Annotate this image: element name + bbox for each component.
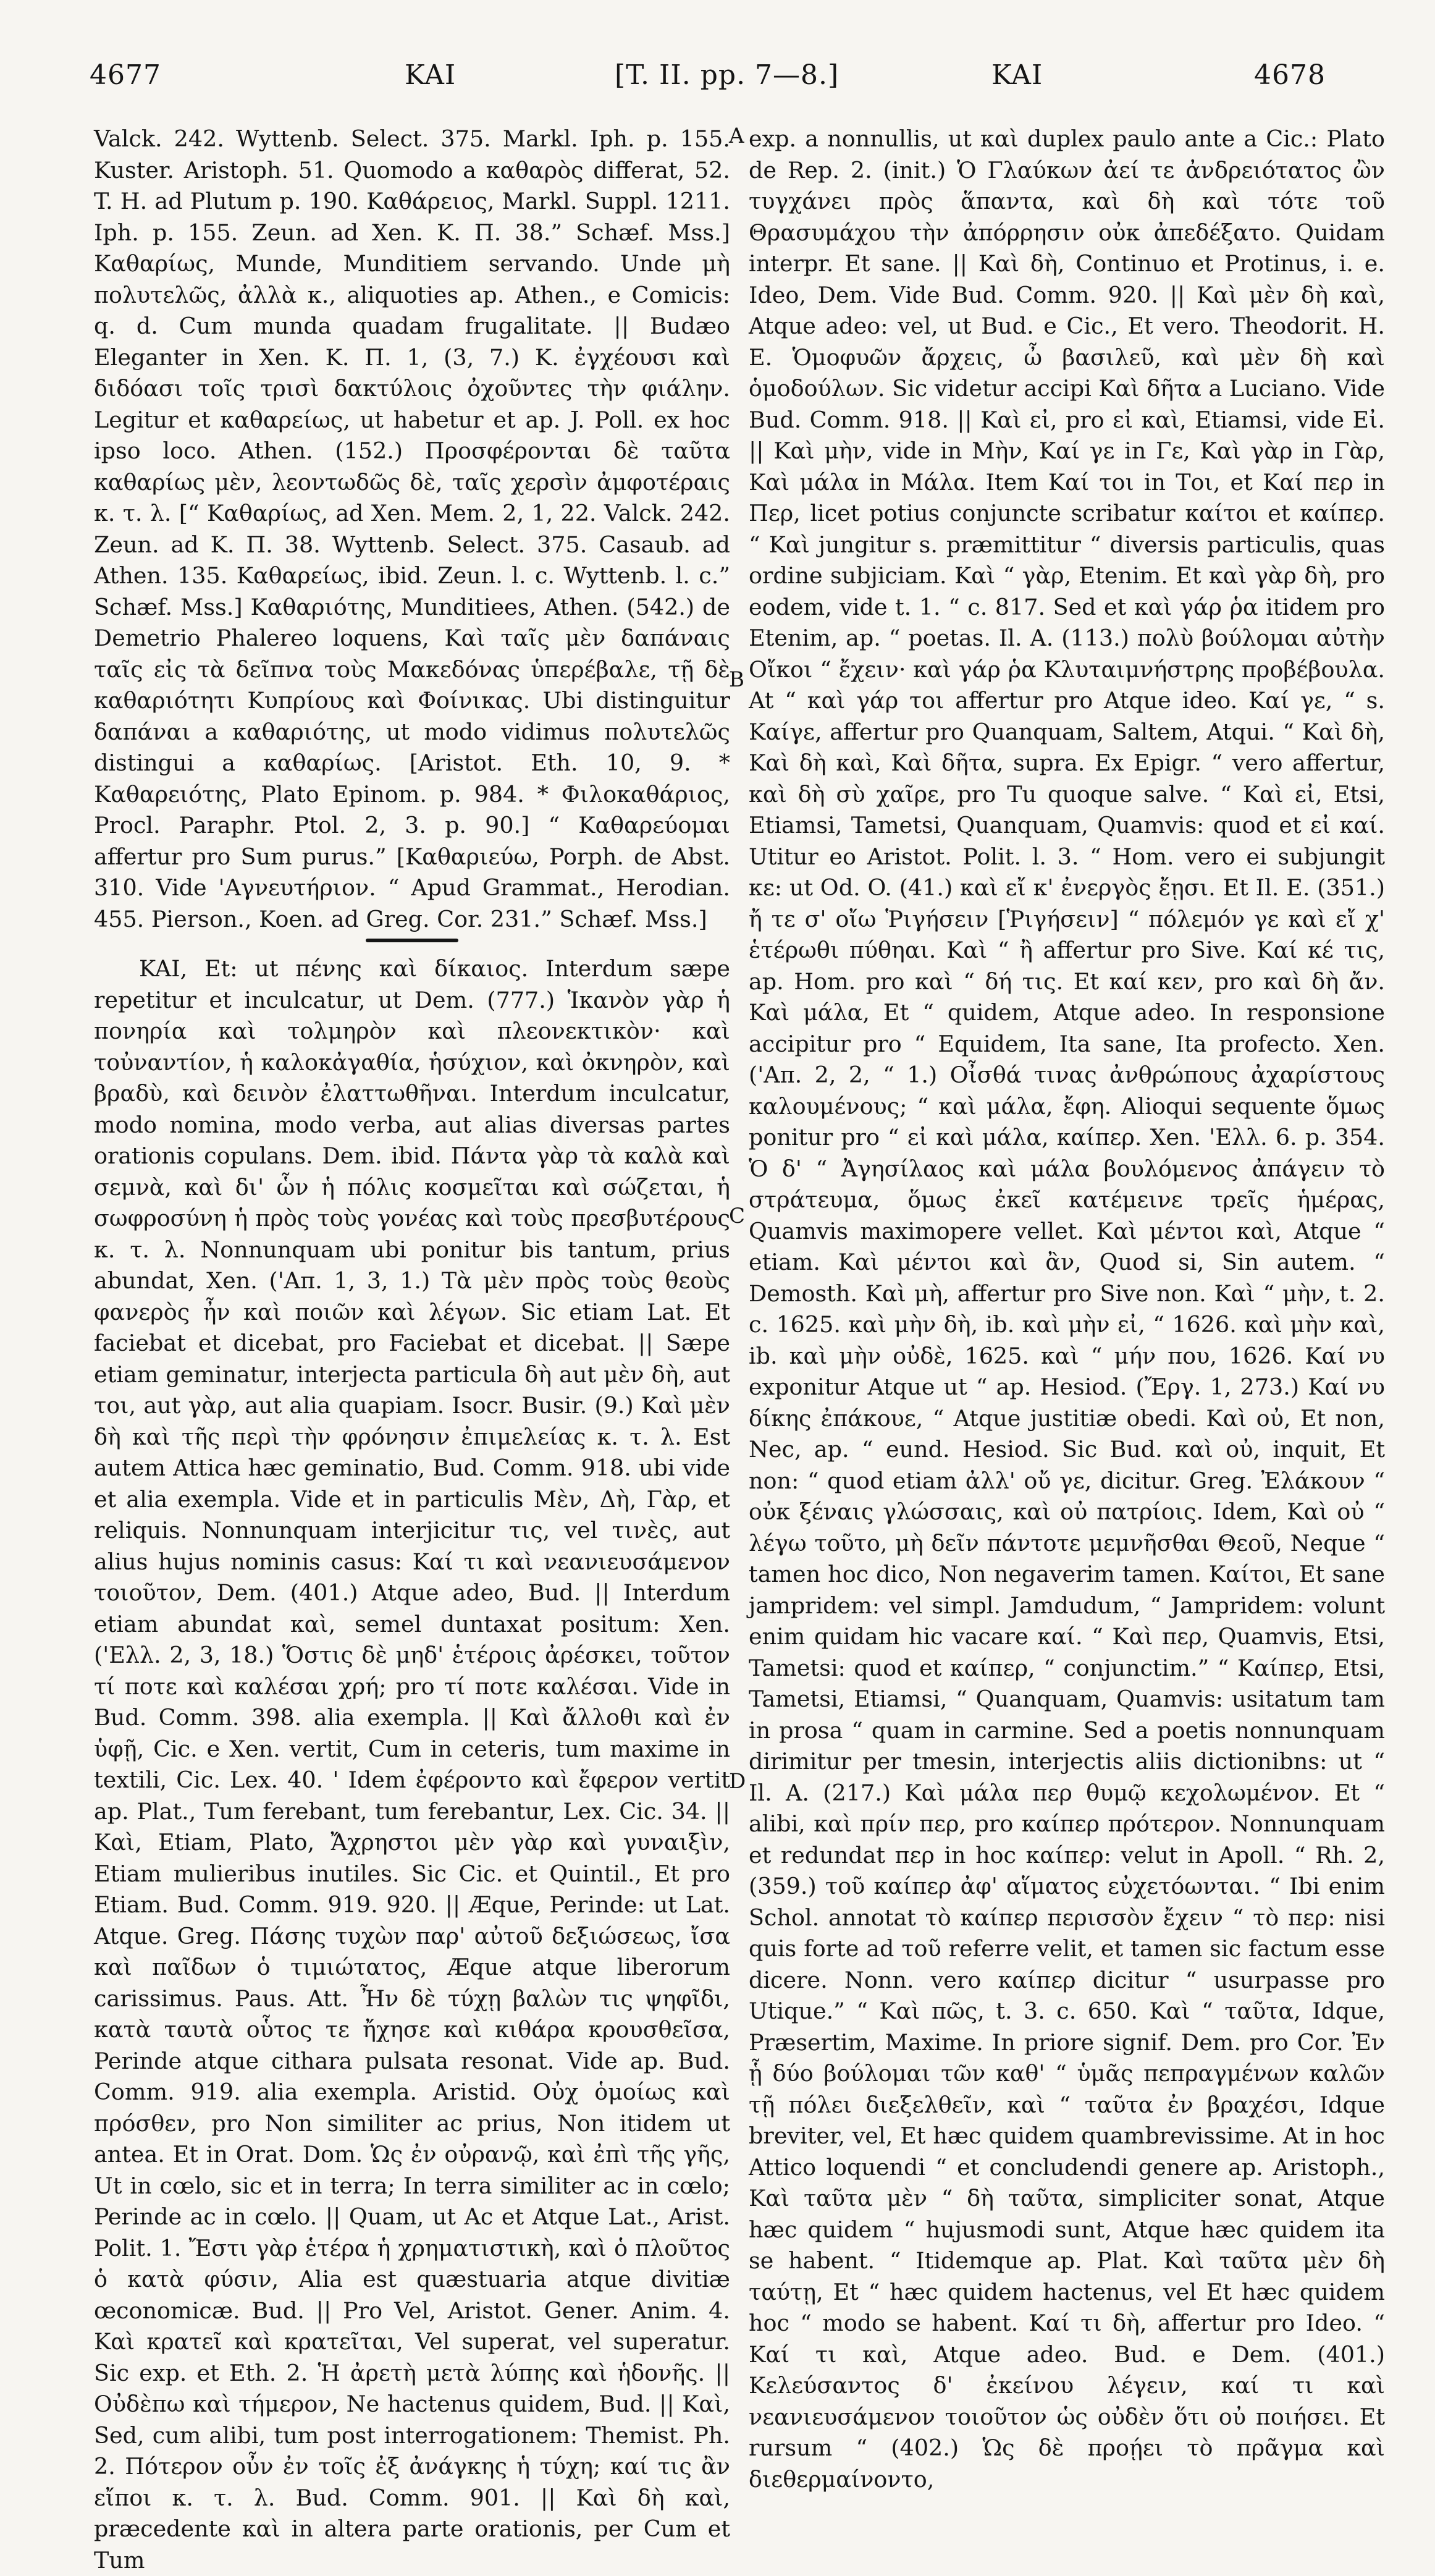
tome-reference: [T. II. pp. 7—8.] bbox=[615, 59, 840, 91]
page-number-left: 4677 bbox=[90, 59, 161, 91]
margin-letter-d: D bbox=[729, 1769, 746, 1794]
left-paragraph-2-kai-entry: KAI, Et: ut πένης καὶ δίκαιος. Interdum sæpe repetitur et inculcatur, ut Dem. (777.) Ἱκανὸν γὰρ ἡ πονηρία καὶ τολμηρὸν καὶ πλεονεκτικὸν· καὶ τοὐναντίον, ἡ καλοκἀγαθία, ἡσύχιον, καὶ ὀκνηρὸν, καὶ βραδὺ, καὶ δεινὸν ἐλαττωθῆναι. Interdum inculcatur, modo nomina, modo verba, aut alias diversas partes orationis copulans. Dem. ibid. Πάντα γὰρ τὰ καλὰ καὶ σεμνὰ, καὶ δι' ὧν ἡ πόλις κοσμεῖται καὶ σώζεται, ἡ σωφροσύνη ἡ πρὸς τοὺς γονέας καὶ τοὺς πρεσβυτέρους κ. τ. λ. Nonnunquam ubi ponitur bis tantum, prius abundat, Xen. ('Aπ. 1, 3, 1.) Τὰ μὲν πρὸς τοὺς θεοὺς φανερὸς ἦν καὶ ποιῶν καὶ λέγων. Sic etiam Lat. Et faciebat et dicebat, pro Faciebat et dicebat. || Sæpe etiam geminatur, interjecta particula δὴ aut μὲν δὴ, aut τοι, aut γὰρ, aut alia quapiam. Isocr. Busir. (9.) Καὶ μὲν δὴ καὶ τῆς περὶ τὴν φρόνησιν ἐπιμελείας κ. τ. λ. Est autem Attica hæc geminatio, Bud. Comm. 918. ubi vide et alia exempla. Vide et in particulis Μὲν, Δὴ, Γὰρ, et reliquis. Nonnunquam interjicitur τις, vel τινὲς, aut alius hujus nominis casus: Καί τι καὶ νεανιευσάμενον τοιοῦτον, Dem. (401.) Atque adeo, Bud. || Interdum etiam abundat καὶ, semel duntaxat positum: Xen. ('Eλλ. 2, 3, 18.) Ὅστις δὲ μηδ' ἑτέροις ἀρέσκει, τοῦτον τί ποτε καὶ καλέσαι χρή; pro τί ποτε καλέσαι. Vide in Bud. Comm. 398. alia exempla. || Καὶ ἄλλοθι καὶ ἐν ὑφῇ, Cic. e Xen. vertit, Cum in ceteris, tum maxime in textili, Cic. Lex. 40. ' Idem ἐφέροντο καὶ ἔφερον vertit ap. Plat., Tum ferebant, tum ferebantur, Lex. Cic. 34. || Καὶ, Etiam, Plato, Ἄχρηστοι μὲν γὰρ καὶ γυναιξὶν, Etiam mulieribus inutiles. Sic Cic. et Quintil., Et pro Etiam. Bud. Comm. 919. 920. || Æque, Perinde: ut Lat. Atque. Greg. Πάσης τυχὼν παρ' αὐτοῦ δεξιώσεως, ἴσα καὶ παῖδων ὁ τιμιώτατος, Æque atque liberorum carissimus. Paus. Att. Ἦν δὲ τύχῃ βαλὼν τις ψηφῖδι, κατὰ ταυτὰ οὗτος τε ἤχησε καὶ κιθάρα κρουσθεῖσα, Perinde atque cithara pulsata resonat. Vide ap. Bud. Comm. 919. alia exempla. Aristid. Οὐχ ὁμοίως καὶ πρόσθεν, pro Non similiter ac prius, Non itidem ut antea. Et in Orat. Dom. Ὡς ἐν οὐρανῷ, καὶ ἐπὶ τῆς γῆς, Ut in cœlo, sic et in terra; In terra similiter ac in cœlo; Perinde ac in cœlo. || Quam, ut Ac et Atque Lat., Arist. Polit. 1. Ἔστι γὰρ ἑτέρα ἡ χρηματιστικὴ, καὶ ὁ πλοῦτος ὁ κατὰ φύσιν, Alia est quæstuaria atque divitiæ œconomicæ. Bud. || Pro Vel, Aristot. Gener. Anim. 4. Καὶ κρατεῖ καὶ κρατεῖται, Vel superat, vel superatur. Sic exp. et Eth. 2. Ἡ ἀρετὴ μετὰ λύπης καὶ ἡδονῆς. || Οὐδὲπω καὶ τήμερον, Ne hactenus quidem, Bud. || Καὶ, Sed, cum alibi, tum post interrogationem: Themist. Ph. 2. Πότερον οὖν ἐν τοῖς ἐξ ἀνάγκης ἡ τύχη; καί τις ἂν εἴποι κ. τ. λ. Bud. Comm. 901. || Καὶ δὴ καὶ, præcedente καὶ in altera parte orationis, per Cum et Tum bbox=[94, 955, 730, 2574]
left-paragraph-1: Valck. 242. Wyttenb. Select. 375. Markl. Iph. p. 155. Kuster. Aristoph. 51. Quomodo a καθαρὸς differat, 52. T. H. ad Plutum p. 190. Καθάρειος, Markl. Suppl. 1211. Iph. p. 155. Zeun. ad Xen. K. Π. 38.” Schæf. Mss.] Καθαρίως, Munde, Munditiem servando. Unde μὴ πολυτελῶς, ἀλλὰ κ., aliquoties ap. Athen., e Comicis: q. d. Cum munda quadam frugalitate. || Budæo Eleganter in Xen. K. Π. 1, (3, 7.) K. ἐγχέουσι καὶ διδόασι τοῖς τρισὶ δακτύλοις ὀχοῦντες τὴν φιάλην. Legitur et καθαρείως, ut habetur et ap. J. Poll. ex hoc ipso loco. Athen. (152.) Προσφέρονται δὲ ταῦτα καθαρίως μὲν, λεοντωδῶς δὲ, ταῖς χερσὶν ἀμφοτέραις κ. τ. λ. [“ Καθαρίως, ad Xen. Mem. 2, 1, 22. Valck. 242. Zeun. ad K. Π. 38. Wyttenb. Select. 375. Casaub. ad Athen. 135. Καθαρείως, ibid. Zeun. l. c. Wyttenb. l. c.” Schæf. Mss.] Καθαριότης, Munditiees, Athen. (542.) de Demetrio Phalereo loquens, Καὶ ταῖς μὲν δαπάναις ταῖς εἰς τὰ δεῖπνα τοὺς Μακεδόνας ὑπερέβαλε, τῇ δὲ καθαριότητι Κυπρίους καὶ Φοίνικας. Ubi distinguitur δαπάναι a καθαριότης, ut modo vidimus πολυτελῶς distingui a καθαρίως. [Aristot. Eth. 10, 9. * Καθαρειότης, Plato Epinom. p. 984. * Φιλοκαθάριος, Procl. Paraphr. Ptol. 2, 3. p. 90.] “ Καθαρεύομαι affertur pro Sum purus.” [Καθαριεύω, Porph. de Abst. 310. Vide 'Αγνευτήριον. “ Apud Grammat., Herodian. 455. Pierson., Koen. ad Greg. Cor. 231.” Schæf. Mss.] bbox=[94, 125, 730, 932]
margin-letter-b: B bbox=[729, 667, 744, 692]
right-column bbox=[749, 124, 1385, 2493]
left-column bbox=[94, 124, 730, 2574]
margin-letter-c: C bbox=[729, 1204, 746, 1228]
running-head-right: KAI bbox=[991, 59, 1043, 91]
right-paragraph-1: exp. a nonnullis, ut καὶ duplex paulo ante a Cic.: Plato de Rep. 2. (init.) Ὁ Γλαύκων ἀεί τε ἀνδρειότατος ὢν τυγχάνει πρὸς ἅπαντα, καὶ δὴ καὶ τότε τοῦ Θρασυμάχου τὴν ἀπόρρησιν οὐκ ἀπεδέξατο. Quidam interpr. Et sane. || Καὶ δὴ, Continuo et Protinus, i. e. Ideo, Dem. Vide Bud. Comm. 920. || Καὶ μὲν δὴ καὶ, Atque adeo: vel, ut Bud. e Cic., Et vero. Theodorit. H. E. Ὁμοφυῶν ἄρχεις, ὦ βασιλεῦ, καὶ μὲν δὴ καὶ ὁμοδούλων. Sic videtur accipi Καὶ δῆτα a Luciano. Vide Bud. Comm. 918. || Καὶ εἰ, pro εἰ καὶ, Etiamsi, vide Εἰ. || Καὶ μὴν, vide in Μὴν, Καί γε in Γε, Καὶ γὰρ in Γὰρ, Καὶ μάλα in Μάλα. Item Καί τοι in Τοι, et Καί περ in Περ, licet potius conjuncte scribatur καίτοι et καίπερ. “ Καὶ jungitur s. præmittitur “ diversis particulis, quas ordine subjiciam. Καὶ “ γὰρ, Etenim. Et καὶ γὰρ δὴ, pro eodem, vide t. 1. “ c. 817. Sed et καὶ γάρ ῥα itidem pro Etenim, ap. “ poetas. Il. A. (113.) πολὺ βούλομαι αὐτὴν Οἴκοι “ ἔχειν· καὶ γάρ ῥα Κλυταιμνήστρης προβέβουλα. At “ καὶ γάρ τοι affertur pro Atque ideo. Καί γε, “ s. Καίγε, affertur pro Quanquam, Saltem, Atqui. “ Καὶ δὴ, Καὶ δὴ καὶ, Καὶ δῆτα, supra. Ex Epigr. “ vero affertur, καὶ δὴ σὺ χαῖρε, pro Tu quoque salve. “ Καὶ εἰ, Etsi, Etiamsi, Tametsi, Quanquam, Quamvis: quod et εἰ καί. Utitur eo Aristot. Polit. l. 3. “ Hom. vero ei subjungit κε: ut Od. O. (41.) καὶ εἴ κ' ἐνεργὸς ἔῃσι. Et Il. E. (351.) ἤ τε σ' οἴω Ῥιγήσειν [Ῥιγήσειν] “ πόλεμόν γε καὶ εἴ χ' ἑτέρωθι πύθηαι. Καὶ “ ἢ affertur pro Sive. Καί κέ τις, ap. Hom. pro καὶ “ δή τις. Et καί κεν, pro καὶ δὴ ἄν. Καὶ μάλα, Et “ quidem, Atque adeo. In responsione accipitur pro “ Equidem, Ita sane, Ita profecto. Xen. ('Aπ. 2, 2, “ 1.) Οἶσθά τινας ἀνθρώπους ἀχαρίστους καλουμένους; “ καὶ μάλα, ἔφη. Alioqui sequente ὅμως ponitur pro “ εἰ καὶ μάλα, καίπερ. Xen. 'Eλλ. 6. p. 354. Ὁ δ' “ Ἀγησίλαος καὶ μάλα βουλόμενος ἀπάγειν τὸ στράτευμα, ὅμως ἐκεῖ κατέμεινε τρεῖς ἡμέρας, Quamvis maximopere vellet. Καὶ μέντοι καὶ, Atque “ etiam. Καὶ μέντοι καὶ ἂν, Quod si, Sin autem. “ Demosth. Καὶ μὴ, affertur pro Sive non. Καὶ “ μὴν, t. 2. c. 1625. καὶ μὴν δὴ, ib. καὶ μὴν εἰ, “ 1626. καὶ μὴν καὶ, ib. καὶ μὴν οὐδὲ, 1625. καὶ “ μήν που, 1626. Καί νυ exponitur Atque ut “ ap. Hesiod. (Ἔργ. 1, 273.) Καί νυ δίκης ἐπάκουε, “ Atque justitiæ obedi. Καὶ οὐ, Et non, Nec, ap. “ eund. Hesiod. Sic Bud. καὶ οὐ, inquit, Et non: “ quod etiam ἀλλ' οὔ γε, dicitur. Greg. Ἐλάκουν “ οὐκ ξέναις γλώσσαις, καὶ οὐ πατρίοις. Idem, Καὶ οὐ “ λέγω τοῦτο, μὴ δεῖν πάντοτε μεμνῆσθαι Θεοῦ, Neque “ tamen hoc dico, Non negaverim tamen. Καίτοι, Et sane jampridem: vel simpl. Jamdudum, “ Jampridem: volunt enim quidam hic vacare καί. “ Καὶ περ, Quamvis, Etsi, Tametsi: quod et καίπερ, “ conjunctim.” “ Καίπερ, Etsi, Tametsi, Etiamsi, “ Quanquam, Quamvis: usitatum tam in prosa “ quam in carmine. Sed a poetis nonnunquam dirimitur per tmesin, interjectis aliis dictionibns: ut “ Il. A. (217.) Καὶ μάλα περ θυμῷ κεχολωμένον. Et “ alibi, καὶ πρίν περ, pro καίπερ πρότερον. Nonnunquam et redundat περ in hoc καίπερ: velut in Apoll. “ Rh. 2, (359.) τοῦ καίπερ ἀφ' αἵματος εὐχετόωνται. “ Ibi enim Schol. annotat τὸ καίπερ περισσὸν ἔχειν “ τὸ περ: nisi quis forte ad τοῦ referre velit, et tamen sic factum esse dicere. Nonn. vero καίπερ dicitur “ usurpasse pro Utique.” “ Καὶ πῶς, t. 3. c. 650. Καὶ “ ταῦτα, Idque, Præsertim, Maxime. In priore signif. Dem. pro Cor. Ἐν ᾗ δύο βούλομαι τῶν καθ' “ ὑμᾶς πεπραγμένων καλῶν τῇ πόλει διεξελθεῖν, καὶ “ ταῦτα ἐν βραχέσι, Idque breviter, vel, Et hæc quidem quambrevissime. At in hoc Attico loquendi “ et concludendi genere ap. Aristoph., Καὶ ταῦτα μὲν “ δὴ ταῦτα, simpliciter sonat, Atque hæc quidem “ hujusmodi sunt, Atque hæc quidem ita se habent. “ Itidemque ap. Plat. Καὶ ταῦτα μὲν δὴ ταύτῃ, Et “ hæc quidem hactenus, vel Et hæc quidem hoc “ modo se habent. Καί τι δὴ, affertur pro Ideo. “ Καί τι καὶ, Atque adeo. Bud. e Dem. (401.) Κελεύσαντος δ' ἐκείνου λέγειν, καί τι καὶ νεανιευσάμενον τοιοῦτον ὡς οὐδὲν ὅτι οὐ ποιήσει. Et rursum “ (402.) Ὡς δὲ προῄει τὸ πρᾶγμα καὶ διεθερμαίνοντο, bbox=[749, 125, 1385, 2493]
margin-letter-a: A bbox=[729, 124, 744, 148]
page-number-right: 4678 bbox=[1254, 59, 1326, 91]
section-divider bbox=[366, 939, 458, 942]
page-header bbox=[0, 59, 1435, 121]
running-head-left: KAI bbox=[405, 59, 457, 91]
